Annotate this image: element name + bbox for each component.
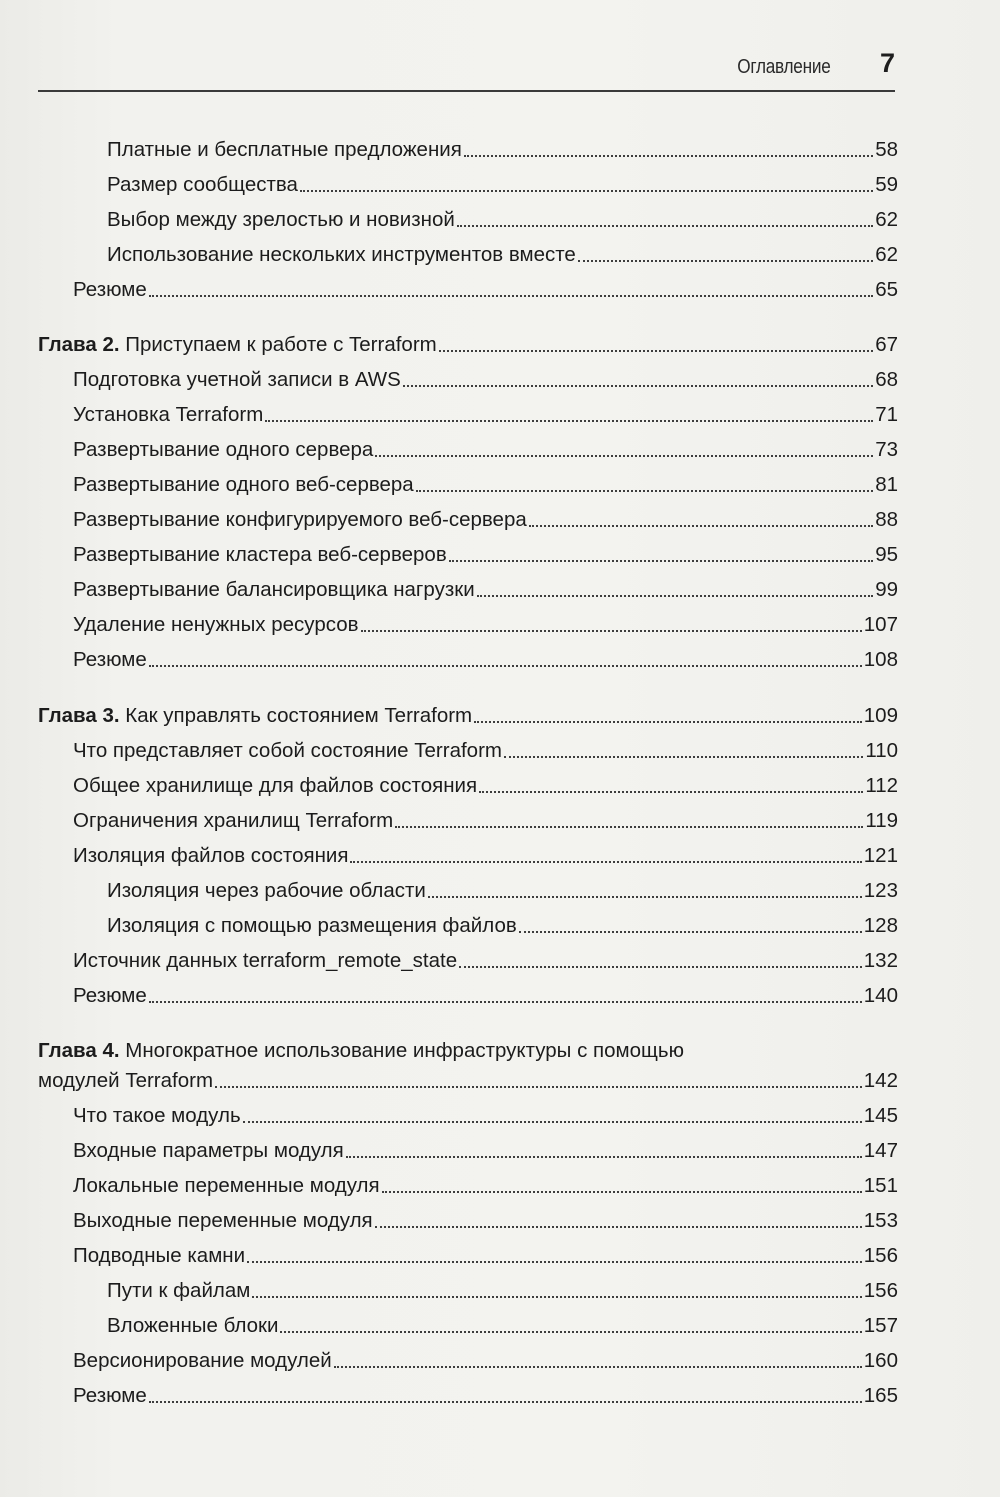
toc-entry-page: 68 bbox=[875, 368, 898, 391]
toc-entry[interactable] bbox=[73, 979, 898, 1009]
toc-entry-title: Версионирование модулей bbox=[73, 1349, 332, 1372]
toc-entry-title: Развертывание кластера веб-серверов bbox=[73, 543, 447, 566]
toc-entry-title: Установка Terraform bbox=[73, 403, 264, 426]
leader-dots bbox=[428, 896, 862, 898]
leader-dots bbox=[280, 1331, 861, 1333]
toc-entry-page: 147 bbox=[863, 1139, 898, 1162]
toc-chapter-entry[interactable] bbox=[38, 1064, 898, 1094]
toc-entry-title: Удаление ненужных ресурсов bbox=[73, 613, 359, 636]
toc-entry-page: 99 bbox=[875, 578, 898, 601]
leader-dots bbox=[529, 525, 873, 527]
leader-dots bbox=[300, 190, 873, 192]
toc-entry-title: Изоляция с помощью размещения файлов bbox=[107, 914, 517, 937]
leader-dots bbox=[252, 1296, 861, 1298]
toc-entry-title: Ограничения хранилищ Terraform bbox=[73, 809, 394, 832]
header-section-title: Оглавление bbox=[737, 56, 831, 78]
toc-entry-page: 123 bbox=[863, 879, 898, 902]
toc-entry-page: 165 bbox=[863, 1384, 898, 1407]
toc-chapter-entry[interactable] bbox=[38, 328, 898, 358]
leader-dots bbox=[416, 490, 873, 492]
chapter-label: Глава 3. bbox=[38, 704, 120, 727]
leader-dots bbox=[477, 595, 874, 597]
toc-entry-page: 156 bbox=[863, 1279, 898, 1302]
leader-dots bbox=[449, 560, 873, 562]
toc-entry-title: Выходные переменные модуля bbox=[73, 1209, 373, 1232]
toc-entry-page: 73 bbox=[875, 438, 898, 461]
toc-entry-page: 108 bbox=[863, 648, 898, 671]
leader-dots bbox=[479, 791, 863, 793]
toc-entry-page: 62 bbox=[875, 243, 898, 266]
leader-dots bbox=[474, 721, 862, 723]
toc-entry-title: Резюме bbox=[73, 1384, 147, 1407]
toc-entry-page: 160 bbox=[863, 1349, 898, 1372]
toc-entry-page: 151 bbox=[863, 1174, 898, 1197]
toc-entry-page: 145 bbox=[863, 1104, 898, 1127]
toc-entry-title: Общее хранилище для файлов состояния bbox=[73, 774, 478, 797]
leader-dots bbox=[149, 665, 862, 667]
toc-entry[interactable] bbox=[107, 909, 898, 939]
toc-entry-title: Выбор между зрелостью и новизной bbox=[107, 208, 455, 231]
chapter-label: Глава 2. bbox=[38, 333, 120, 356]
toc-entry-title: Вложенные блоки bbox=[107, 1314, 279, 1337]
leader-dots bbox=[504, 756, 863, 758]
toc-entry-title: Пути к файлам bbox=[107, 1279, 251, 1302]
toc-entry-title: Подводные камни bbox=[73, 1244, 246, 1267]
toc-entry[interactable] bbox=[73, 1239, 898, 1269]
leader-dots bbox=[464, 155, 873, 157]
toc-chapter-entry[interactable] bbox=[38, 699, 898, 729]
leader-dots bbox=[403, 385, 873, 387]
toc-entry[interactable] bbox=[107, 168, 898, 198]
toc-entry[interactable] bbox=[73, 1204, 898, 1234]
leader-dots bbox=[243, 1121, 862, 1123]
toc-entry[interactable] bbox=[73, 944, 898, 974]
toc-entry[interactable] bbox=[107, 133, 898, 163]
toc-entry-title: Изоляция файлов состояния bbox=[73, 844, 349, 867]
toc-entry[interactable] bbox=[73, 1379, 898, 1409]
toc-entry-title: Входные параметры модуля bbox=[73, 1139, 344, 1162]
toc-entry-title: Платные и бесплатные предложения bbox=[107, 138, 462, 161]
toc-entry-title: Приступаем к работе с Terraform bbox=[125, 333, 437, 356]
toc-entry[interactable] bbox=[73, 1344, 898, 1374]
toc-entry-page: 62 bbox=[875, 208, 898, 231]
toc-entry[interactable] bbox=[73, 1169, 898, 1199]
leader-dots bbox=[346, 1156, 862, 1158]
toc-entry[interactable] bbox=[107, 238, 898, 268]
leader-dots bbox=[265, 420, 873, 422]
toc-entry[interactable] bbox=[107, 874, 898, 904]
toc-entry-page: 95 bbox=[875, 543, 898, 566]
toc-entry-page: 112 bbox=[865, 774, 898, 797]
toc-entry-title: Как управлять состоянием Terraform bbox=[125, 704, 473, 727]
toc-entry[interactable] bbox=[73, 538, 898, 568]
leader-dots bbox=[361, 630, 862, 632]
toc-entry[interactable] bbox=[107, 1309, 898, 1339]
toc-entry[interactable] bbox=[73, 643, 898, 673]
toc-entry-title: Резюме bbox=[73, 278, 147, 301]
toc-entry[interactable] bbox=[73, 273, 898, 303]
leader-dots bbox=[215, 1086, 862, 1088]
toc-entry-title: Многократное использование инфраструктуры с помощью bbox=[125, 1039, 684, 1062]
toc-entry-page: 58 bbox=[875, 138, 898, 161]
leader-dots bbox=[375, 1226, 862, 1228]
leader-dots bbox=[395, 826, 863, 828]
toc-entry[interactable] bbox=[73, 839, 898, 869]
toc-entry[interactable] bbox=[107, 203, 898, 233]
toc-entry-page: 81 bbox=[875, 473, 898, 496]
leader-dots bbox=[149, 1401, 862, 1403]
toc-entry-title: Размер сообщества bbox=[107, 173, 298, 196]
toc-entry[interactable] bbox=[73, 503, 898, 533]
toc-entry-page: 121 bbox=[863, 844, 898, 867]
toc-entry[interactable] bbox=[73, 769, 898, 799]
toc-entry-page: 88 bbox=[875, 508, 898, 531]
leader-dots bbox=[578, 260, 873, 262]
toc-entry-page: 157 bbox=[863, 1314, 898, 1337]
leader-dots bbox=[247, 1261, 862, 1263]
leader-dots bbox=[439, 350, 873, 352]
toc-chapter-heading-line1[interactable] bbox=[38, 1038, 684, 1064]
toc-entry-page: 71 bbox=[875, 403, 898, 426]
leader-dots bbox=[350, 861, 861, 863]
toc-entry[interactable] bbox=[73, 1099, 898, 1129]
toc-entry-page: 110 bbox=[865, 739, 898, 762]
toc-entry[interactable] bbox=[73, 1134, 898, 1164]
toc-entry-page: 109 bbox=[863, 704, 898, 727]
toc-entry[interactable] bbox=[73, 573, 898, 603]
toc-entry-title-continued: модулей Terraform bbox=[38, 1069, 214, 1092]
toc-entry-page: 119 bbox=[865, 809, 898, 832]
toc-entry[interactable] bbox=[73, 433, 898, 463]
toc-entry-title: Развертывание балансировщика нагрузки bbox=[73, 578, 475, 601]
leader-dots bbox=[457, 225, 873, 227]
toc-entry-title: Локальные переменные модуля bbox=[73, 1174, 380, 1197]
toc-entry-title: Источник данных terraform_remote_state bbox=[73, 949, 458, 972]
toc-entry-page: 156 bbox=[863, 1244, 898, 1267]
toc-entry[interactable] bbox=[73, 804, 898, 834]
toc-entry-title: Резюме bbox=[73, 648, 147, 671]
toc-entry-title: Использование нескольких инструментов вместе bbox=[107, 243, 576, 266]
toc-entry[interactable] bbox=[73, 608, 898, 638]
leader-dots bbox=[375, 455, 873, 457]
toc-entry-title: Развертывание конфигурируемого веб-сервера bbox=[73, 508, 527, 531]
toc-entry[interactable] bbox=[73, 363, 898, 393]
leader-dots bbox=[519, 931, 862, 933]
toc-entry-page: 59 bbox=[875, 173, 898, 196]
leader-dots bbox=[149, 295, 873, 297]
leader-dots bbox=[334, 1366, 862, 1368]
toc-entry-page: 107 bbox=[863, 613, 898, 636]
leader-dots bbox=[459, 966, 862, 968]
header-page-number: 7 bbox=[879, 48, 895, 78]
toc-entry-title: Развертывание одного веб-сервера bbox=[73, 473, 414, 496]
toc-entry-page: 142 bbox=[863, 1069, 898, 1092]
toc-entry-page: 140 bbox=[863, 984, 898, 1007]
toc-entry[interactable] bbox=[73, 398, 898, 428]
leader-dots bbox=[382, 1191, 862, 1193]
chapter-label: Глава 4. bbox=[38, 1039, 120, 1062]
toc-entry-page: 65 bbox=[875, 278, 898, 301]
toc-entry-page: 128 bbox=[863, 914, 898, 937]
toc-entry-title: Что такое модуль bbox=[73, 1104, 241, 1127]
toc-entry-page: 67 bbox=[875, 333, 898, 356]
leader-dots bbox=[149, 1001, 862, 1003]
toc-entry-title: Изоляция через рабочие области bbox=[107, 879, 426, 902]
toc-entry-title: Что представляет собой состояние Terraform bbox=[73, 739, 502, 762]
toc-entry[interactable] bbox=[107, 1274, 898, 1304]
toc-entry[interactable] bbox=[73, 734, 898, 764]
toc-entry-page: 153 bbox=[863, 1209, 898, 1232]
toc-entry-page: 132 bbox=[863, 949, 898, 972]
toc-entry-title: Подготовка учетной записи в AWS bbox=[73, 368, 401, 391]
toc-entry[interactable] bbox=[73, 468, 898, 498]
toc-entry-title: Резюме bbox=[73, 984, 147, 1007]
toc-entry-title: Развертывание одного сервера bbox=[73, 438, 374, 461]
